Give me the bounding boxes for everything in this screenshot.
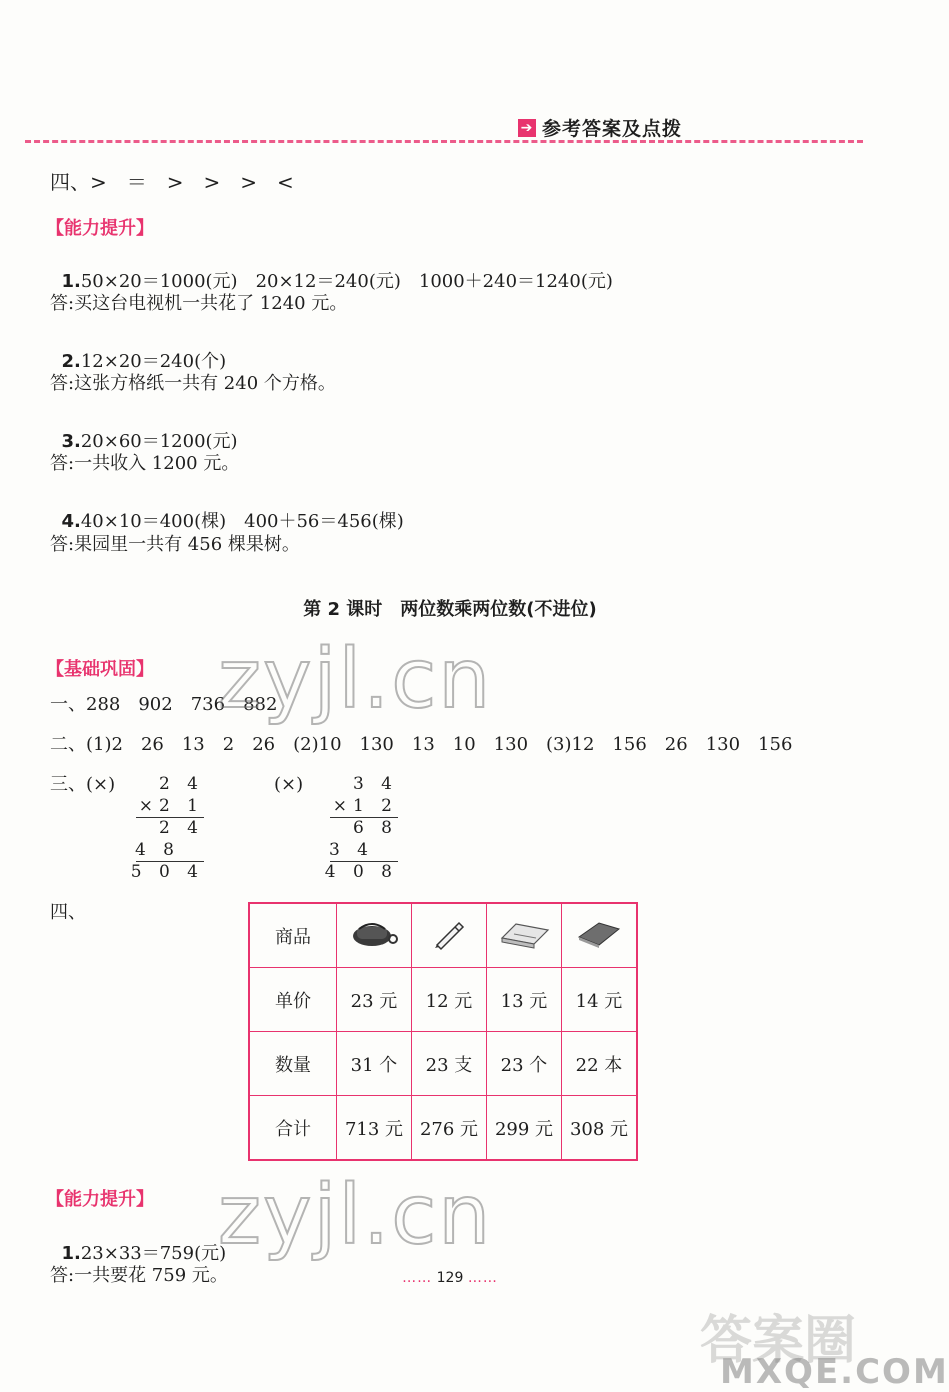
header-title [518, 114, 682, 141]
answer-three-label: 三、(×) [50, 774, 116, 795]
calc-line: 5 0 4 [130, 862, 204, 882]
table-cell [412, 903, 487, 968]
problem-2-answer: 答:这张方格纸一共有 240 个方格。 [50, 373, 336, 394]
problem-3 [50, 415, 238, 451]
table-cell: 308 元 [562, 1096, 638, 1161]
table-cell: 12 元 [412, 968, 487, 1032]
header-divider [25, 140, 863, 143]
problem-number: 2. [61, 351, 81, 372]
problem-text: 12×20＝240(个) [80, 351, 227, 372]
table-cell: 13 元 [487, 968, 562, 1032]
problem-final-answer: 答:一共要花 759 元。 [50, 1265, 228, 1286]
problem-2 [50, 335, 226, 371]
vertical-calculation-2 [324, 776, 398, 886]
page-number-text: 129 [436, 1270, 464, 1286]
answer-two-line: 二、(1)2 26 13 2 26 (2)10 130 13 10 130 (3)12 156 26 130 156 [50, 734, 793, 755]
problem-text: 20×60＝1200(元) [80, 431, 238, 452]
table-row-header: 数量 [249, 1032, 337, 1096]
table-cell: 22 本 [562, 1032, 638, 1096]
pencil-case-icon [496, 916, 552, 950]
calc-line: 6 8 [352, 818, 398, 838]
answer-four-line: 四、> ＝ > > > < [50, 170, 294, 194]
table-cell: 14 元 [562, 968, 638, 1032]
table-cell [562, 903, 638, 968]
watermark-logo-latin: MXQE.COM [720, 1352, 949, 1392]
table-cell [487, 903, 562, 968]
problem-number: 4. [61, 511, 81, 532]
bag-icon [349, 917, 399, 949]
table-cell: 276 元 [412, 1096, 487, 1161]
problem-number: 3. [61, 431, 81, 452]
pen-icon [429, 917, 469, 949]
table-cell: 713 元 [337, 1096, 412, 1161]
notebook-icon [575, 917, 623, 949]
header-title-text: 参考答案及点拨 [542, 118, 683, 140]
arrow-right-icon: ➔ [518, 119, 536, 137]
problem-number: 1. [61, 271, 81, 292]
problem-text: 23×33＝759(元) [80, 1243, 227, 1264]
table-row [249, 903, 637, 968]
table-cell: 23 元 [337, 968, 412, 1032]
answer-three-label-2: (×) [274, 774, 304, 795]
problem-4-answer: 答:果园里一共有 456 棵果树。 [50, 534, 300, 555]
table-row [249, 968, 637, 1032]
problem-1-answer: 答:买这台电视机一共花了 1240 元。 [50, 293, 348, 314]
page-number [0, 1270, 900, 1286]
table-row [249, 1032, 637, 1096]
answer-one-line: 一、288 902 736 882 [50, 694, 278, 715]
problem-number: 1. [61, 1243, 81, 1264]
problem-text: 50×20＝1000(元) 20×12＝240(元) 1000＋240＝1240(元) [80, 271, 613, 292]
calc-line: 3 4 [352, 774, 398, 794]
calc-line: 3 4 [328, 840, 374, 860]
calc-line: 4 0 8 [324, 862, 398, 882]
section-tag-ability-2: 【能力提升】 [46, 1189, 154, 1210]
answer-four-label: 四、 [50, 902, 86, 923]
goods-table [248, 902, 638, 1161]
section-tag-basic: 【基础巩固】 [46, 659, 154, 680]
calc-line: 4 8 [134, 840, 180, 860]
calc-line: ×1 2 [332, 796, 398, 816]
calc-line: 2 4 [158, 774, 204, 794]
table-row [249, 1096, 637, 1161]
page-dots-left: …… [402, 1270, 433, 1286]
lesson-title: 第 2 课时 两位数乘两位数(不进位) [303, 599, 597, 620]
table-cell: 23 个 [487, 1032, 562, 1096]
page-dots-right: …… [467, 1270, 498, 1286]
table-cell: 23 支 [412, 1032, 487, 1096]
watermark-zyjl-1: zyjl.cn [218, 632, 493, 727]
watermark-logo-chinese: 答案圈 [700, 1311, 857, 1371]
table-cell: 299 元 [487, 1096, 562, 1161]
section-tag-ability: 【能力提升】 [46, 218, 154, 239]
table-row-header: 单价 [249, 968, 337, 1032]
problem-final [50, 1227, 226, 1263]
problem-text: 40×10＝400(棵) 400＋56＝456(棵) [80, 511, 404, 532]
problem-1 [50, 255, 613, 291]
problem-3-answer: 答:一共收入 1200 元。 [50, 453, 240, 474]
calc-line: 2 4 [158, 818, 204, 838]
vertical-calculation-1 [130, 776, 204, 886]
table-cell [337, 903, 412, 968]
problem-4 [50, 495, 404, 531]
calc-line: ×2 1 [138, 796, 204, 816]
table-row-header: 商品 [249, 903, 337, 968]
watermark-zyjl-2: zyjl.cn [218, 1168, 493, 1263]
table-row-header: 合计 [249, 1096, 337, 1161]
table-cell: 31 个 [337, 1032, 412, 1096]
